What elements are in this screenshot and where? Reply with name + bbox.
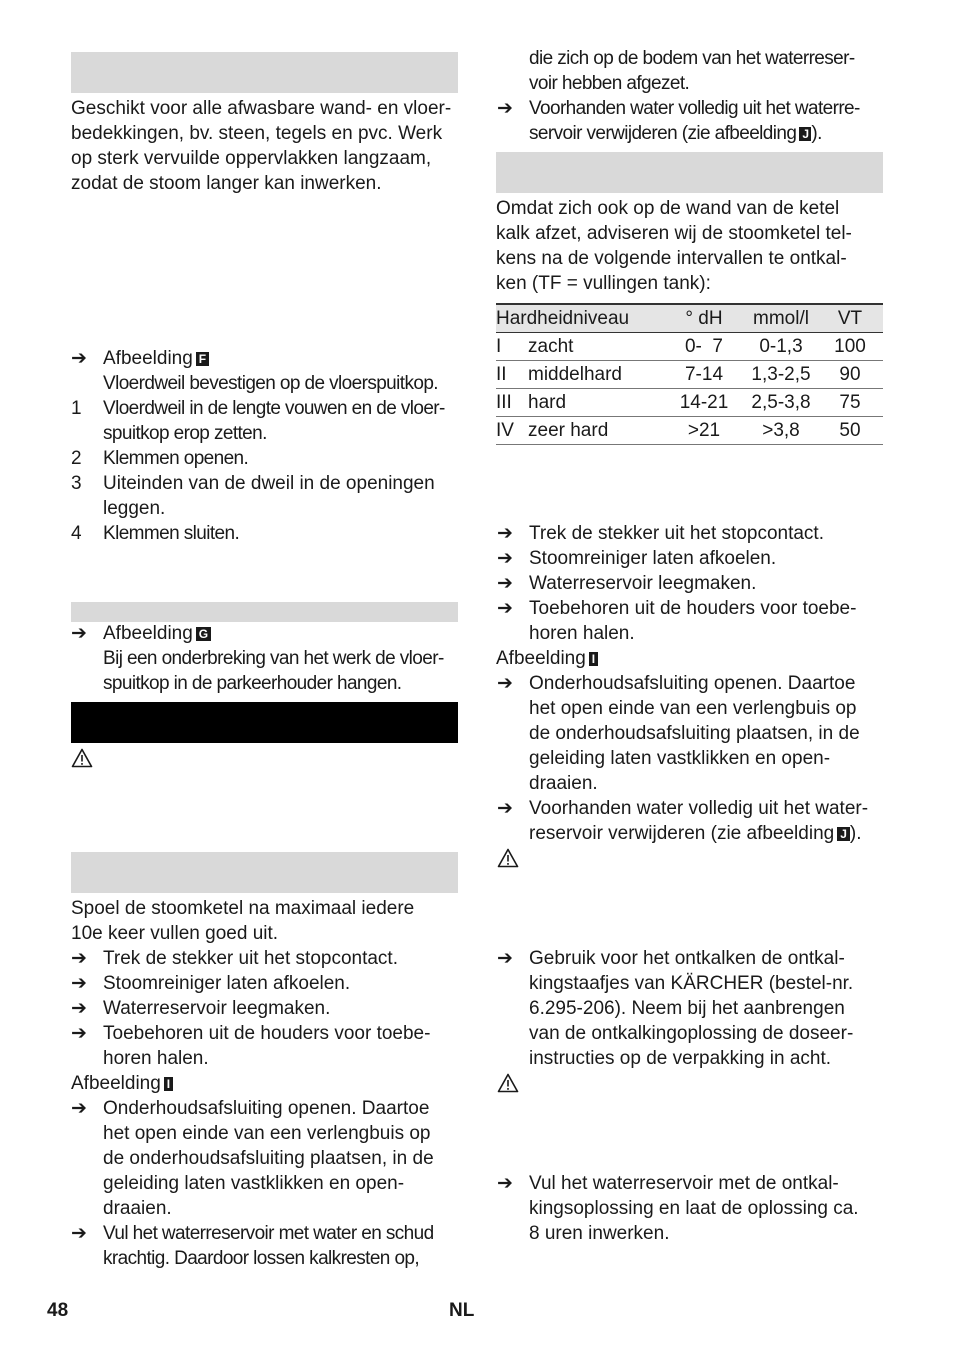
cell-dh: 7-14 (684, 364, 724, 385)
cell-mmol: 1,3-2,5 (751, 364, 811, 385)
arrow-icon: ➔ (71, 623, 87, 644)
figure-key-j: J (799, 127, 811, 141)
arrow-icon: ➔ (497, 548, 513, 569)
decalc-step-2: Stoomreiniger laten afkoelen. (529, 548, 777, 569)
step-4-text: Klemmen sluiten. (103, 523, 240, 544)
figure-g-text: Bij een onderbreking van het werk de vloer- spuitkop in de parkeerhouder hangen. (103, 648, 444, 694)
figure-key-i: I (164, 1077, 173, 1091)
use-sticks-step: Gebruik voor het ontkalken de ontkal- kingstaafjes van KÄRCHER (bestel-nr. 6.295-206). Neem bij het aanbrengen van de ontkalkingoplossing de doseer- instructies op de verpakking in acht. (529, 948, 854, 1069)
decalc-step-1: Trek de stekker uit het stopcontact. (529, 523, 824, 544)
arrow-icon: ➔ (71, 973, 87, 994)
header-hardness-level: Hardheidniveau (496, 308, 630, 329)
rinse-step-1: Trek de stekker uit het stopcontact. (103, 948, 398, 969)
arrow-icon: ➔ (71, 948, 87, 969)
header-vt: VT (837, 308, 863, 329)
table-row (496, 361, 883, 389)
open-cap-step: Onderhoudsafsluiting openen. Daartoe het open einde van een verlengbuis op de onderhoudsafsluiting plaatsen, in de geleiding laten vastklikken en open- draaien. (103, 1098, 434, 1219)
figure-key-i: I (589, 652, 598, 666)
continued-text: die zich op de bodem van het waterreser- voir hebben afgezet. (529, 48, 855, 94)
step-number: 3 (71, 473, 82, 494)
warning-icon (497, 1073, 519, 1093)
arrow-icon: ➔ (71, 1223, 87, 1244)
arrow-icon: ➔ (497, 98, 513, 119)
section-header-bar (71, 52, 458, 93)
fill-shake-step: Vul het waterreservoir met water en schud krachtig. Daardoor lossen kalkresten op, (103, 1223, 434, 1269)
hardness-table (496, 303, 883, 445)
arrow-icon: ➔ (497, 598, 513, 619)
arrow-icon: ➔ (71, 1098, 87, 1119)
arrow-icon: ➔ (497, 948, 513, 969)
step-number: 4 (71, 523, 82, 544)
cell-name: hard (528, 392, 567, 413)
figure-key-g: G (196, 627, 211, 641)
cell-mmol: >3,8 (762, 420, 800, 441)
warning-icon (71, 748, 93, 768)
header-mmol: mmol/l (753, 308, 809, 329)
remove-water-step: Voorhanden water volledig uit het waterre- servoir verwijderen (zie afbeelding J ). (529, 98, 860, 144)
figure-ref-g: Afbeelding G (103, 621, 211, 646)
intro-paragraph: Geschikt voor alle afwasbare wand- en vloer- bedekkingen, bv. steen, tegels en pvc. Werk op sterk vervuilde oppervlakken langzaam, zodat de stoom langer kan inwerken. (71, 98, 452, 194)
cell-vt: 90 (839, 364, 861, 385)
figure-ref-i: Afbeelding I (71, 1071, 173, 1096)
arrow-icon: ➔ (497, 798, 513, 819)
cell-vt: 75 (839, 392, 861, 413)
cell-level: II (496, 364, 507, 385)
rinse-intro: Spoel de stoomketel na maximaal iedere 10e keer vullen goed uit. (71, 898, 415, 944)
figure-ref-i-right: Afbeelding I (496, 646, 598, 671)
figure-ref-f: Afbeelding F (103, 346, 209, 371)
cell-name: middelhard (528, 364, 622, 385)
cell-dh: 14-21 (679, 392, 729, 413)
decalc-intro: Omdat zich ook op de wand van de ketel kalk afzet, adviseren wij de stoomketel tel- kens na de volgende intervallen te ontkal- ken (TF = vullingen tank): (496, 198, 852, 294)
step-2-text: Klemmen openen. (103, 448, 249, 469)
cell-dh: 0- 7 (684, 336, 724, 357)
cell-vt: 50 (839, 420, 861, 441)
arrow-icon: ➔ (497, 1173, 513, 1194)
table-row (496, 333, 883, 361)
cell-level: III (496, 392, 512, 413)
subsection-bar (71, 602, 458, 622)
section-header-bar (71, 852, 458, 893)
decalc-step-3: Waterreservoir leegmaken. (529, 573, 757, 594)
figure-key-f: F (196, 352, 209, 366)
cell-mmol: 0-1,3 (759, 336, 803, 357)
figure-key-j: J (837, 827, 850, 841)
fill-decalc-step: Vul het waterreservoir met de ontkal- kingsoplossing en laat de oplossing ca. 8 uren inwerken. (529, 1173, 859, 1244)
warning-icon (497, 848, 519, 868)
chapter-header-bar (71, 702, 458, 743)
section-header-bar (496, 152, 883, 193)
cell-name: zacht (528, 336, 574, 357)
step-3-text: Uiteinden van de dweil in de openingen leggen. (103, 473, 435, 519)
cell-name: zeer hard (528, 420, 609, 441)
rinse-step-2: Stoomreiniger laten afkoelen. (103, 973, 351, 994)
remove-water-step-2: Voorhanden water volledig uit het water- reservoir verwijderen (zie afbeelding J ). (529, 798, 869, 844)
step-1-text: Vloerdweil in de lengte vouwen en de vloer- spuitkop erop zetten. (103, 398, 445, 444)
figure-f-text: Vloerdweil bevestigen op de vloerspuitkop. (103, 373, 438, 394)
cell-mmol: 2,5-3,8 (751, 392, 811, 413)
header-dh: ° dH (685, 308, 723, 329)
arrow-icon: ➔ (71, 1023, 87, 1044)
arrow-icon: ➔ (497, 523, 513, 544)
arrow-icon: ➔ (497, 673, 513, 694)
decalc-step-4: Toebehoren uit de houders voor toebe- horen halen. (529, 598, 857, 644)
step-number: 2 (71, 448, 82, 469)
arrow-icon: ➔ (497, 573, 513, 594)
language-code: NL (449, 1300, 475, 1321)
cell-dh: >21 (687, 420, 721, 441)
step-number: 1 (71, 398, 82, 419)
cell-vt: 100 (834, 336, 866, 357)
arrow-icon: ➔ (71, 348, 87, 369)
open-cap-step-right: Onderhoudsafsluiting openen. Daartoe het open einde van een verlengbuis op de onderhoudsafsluiting plaatsen, in de geleiding laten vastklikken en open- draaien. (529, 673, 860, 794)
cell-level: IV (496, 420, 514, 441)
table-row (496, 389, 883, 417)
arrow-icon: ➔ (71, 998, 87, 1019)
page-number: 48 (47, 1300, 69, 1321)
rinse-step-3: Waterreservoir leegmaken. (103, 998, 331, 1019)
table-header-row (496, 304, 883, 333)
rinse-step-4: Toebehoren uit de houders voor toebe- horen halen. (103, 1023, 431, 1069)
cell-level: I (496, 336, 502, 357)
table-row (496, 417, 883, 445)
